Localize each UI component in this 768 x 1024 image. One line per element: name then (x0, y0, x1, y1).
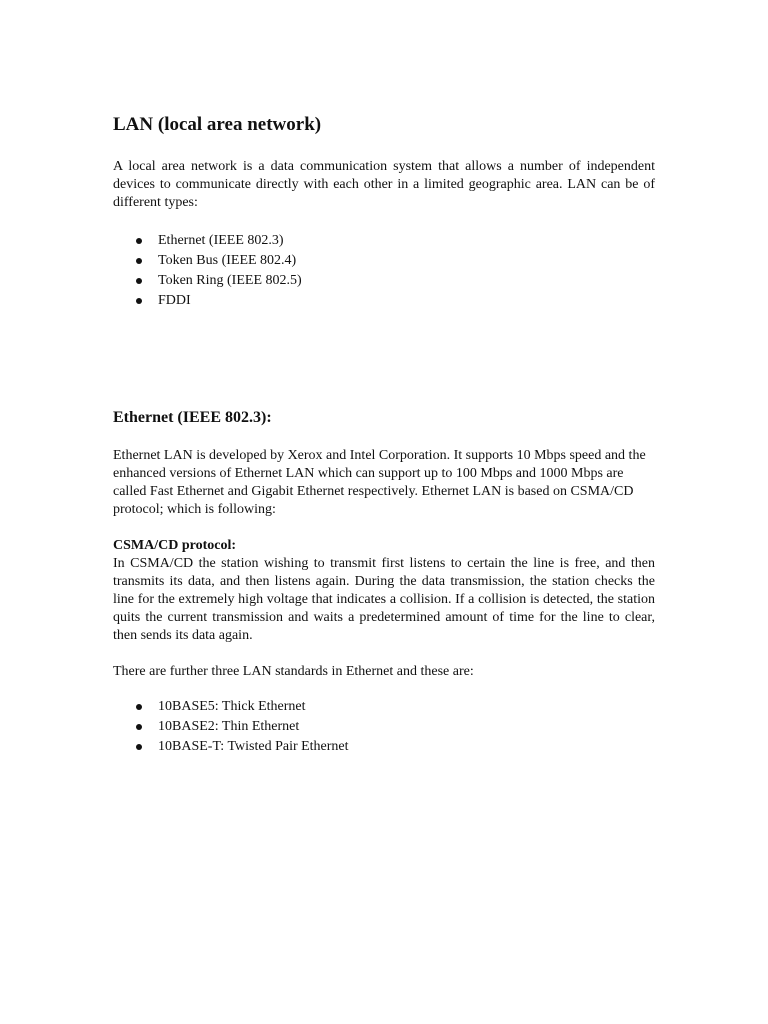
bullet-icon (136, 298, 142, 304)
list-item: 10BASE-T: Twisted Pair Ethernet (113, 737, 349, 757)
bullet-icon (136, 258, 142, 264)
lan-types-list (113, 231, 302, 311)
bullet-icon (136, 724, 142, 730)
ethernet-heading: Ethernet (IEEE 802.3): (113, 409, 272, 426)
csma-cd-section (113, 537, 655, 645)
bullet-icon (136, 278, 142, 284)
list-item: Ethernet (IEEE 802.3) (113, 231, 302, 251)
csma-cd-paragraph: In CSMA/CD the station wishing to transmit first listens to certain the line is free, and then transmits its data, and then listens again. During the data transmission, the station checks the line for the extremely high voltage that indicates a collision. If a collision is detected, the station quits the current transmission and waits a predetermined amount of time for the line to clear, then sends its data again. (113, 556, 655, 643)
csma-cd-heading: CSMA/CD protocol: (113, 538, 237, 553)
lan-intro-paragraph: A local area network is a data communication system that allows a number of independent devices to communicate directly with each other in a limited geographic area. LAN can be of different types: (113, 159, 655, 210)
ethernet-standards-list (113, 697, 349, 757)
list-item: 10BASE5: Thick Ethernet (113, 697, 349, 717)
list-item: Token Ring (IEEE 802.5) (113, 271, 302, 291)
bullet-icon (136, 238, 142, 244)
ethernet-intro-paragraph: Ethernet LAN is developed by Xerox and Intel Corporation. It supports 10 Mbps speed and the enhanced versions of Ethernet LAN which can support up to 100 Mbps and 1000 Mbps are called Fast Ethernet and Gigabit Ethernet respectively. Ethernet LAN is based on CSMA/CD protocol; which is following: (113, 448, 646, 517)
list-item: FDDI (113, 291, 302, 311)
lan-heading: LAN (local area network) (113, 114, 322, 135)
list-item: Token Bus (IEEE 802.4) (113, 251, 302, 271)
list-item: 10BASE2: Thin Ethernet (113, 717, 349, 737)
bullet-icon (136, 744, 142, 750)
bullet-icon (136, 704, 142, 710)
standards-intro-paragraph: There are further three LAN standards in Ethernet and these are: (113, 664, 474, 679)
